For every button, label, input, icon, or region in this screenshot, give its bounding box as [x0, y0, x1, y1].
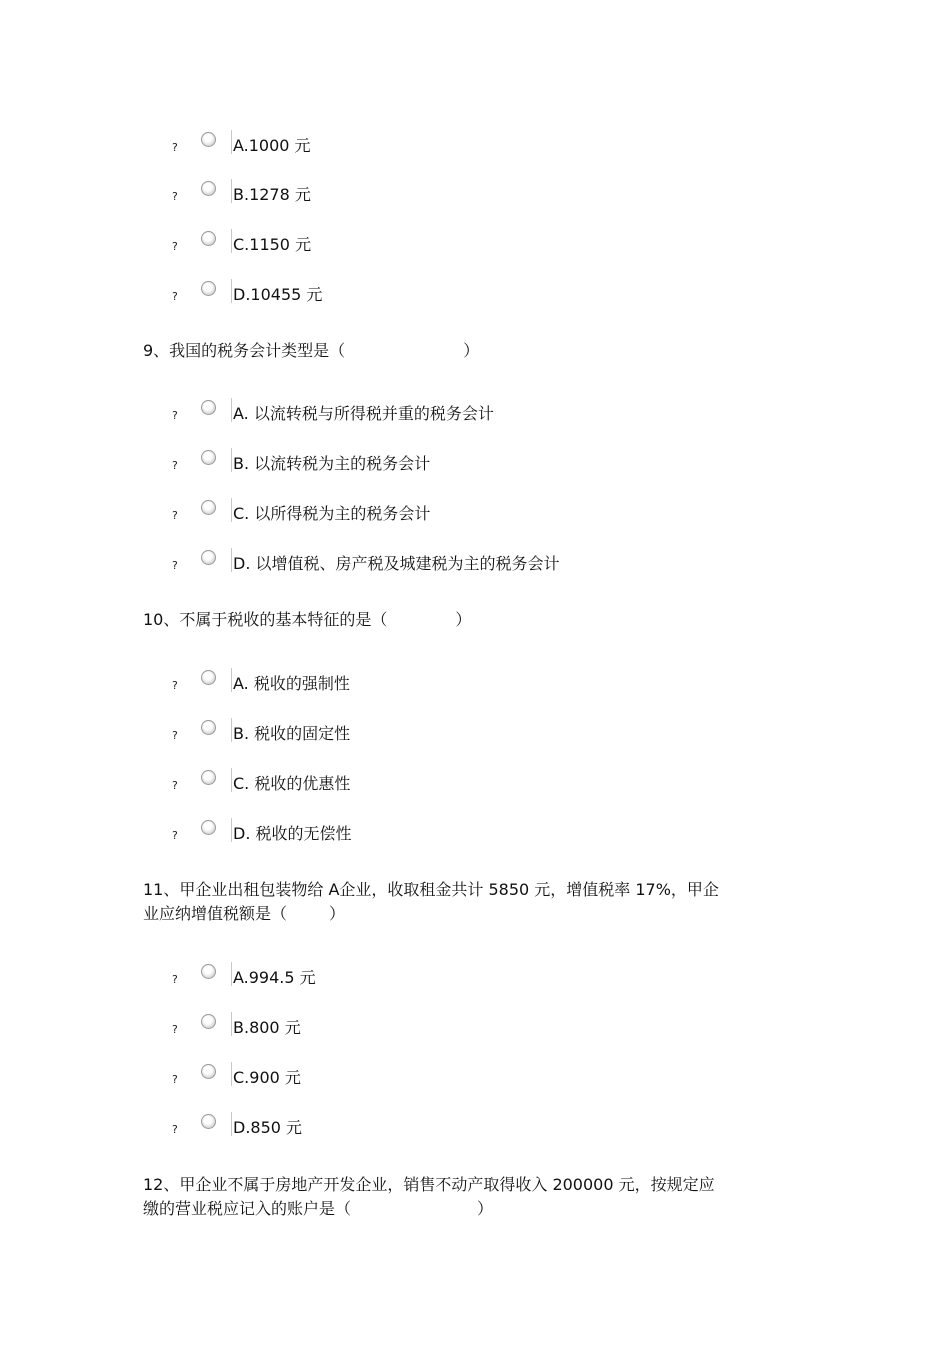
bullet-glyph: ?: [172, 409, 178, 422]
option-label: C. 以所得税为主的税务会计: [233, 504, 431, 523]
bullet-glyph: ?: [172, 1023, 178, 1036]
divider: [231, 229, 232, 253]
radio-button-icon[interactable]: [201, 400, 216, 415]
question-11: [143, 878, 813, 926]
q11-option-c[interactable]: [0, 1064, 950, 1094]
divider: [231, 130, 232, 154]
option-label: C.1150 元: [233, 235, 312, 254]
q11-option-d[interactable]: [0, 1114, 950, 1144]
bullet-glyph: ?: [172, 679, 178, 692]
q9-option-d[interactable]: [0, 550, 950, 580]
radio-button-icon[interactable]: [201, 1064, 216, 1079]
divider: [231, 768, 232, 792]
q9-option-b[interactable]: [0, 450, 950, 480]
option-label: A. 税收的强制性: [233, 674, 350, 693]
bullet-glyph: ?: [172, 779, 178, 792]
radio-button-icon[interactable]: [201, 181, 216, 196]
divider: [231, 279, 232, 303]
divider: [231, 718, 232, 742]
bullet-glyph: ?: [172, 1073, 178, 1086]
divider: [231, 668, 232, 692]
bullet-glyph: ?: [172, 559, 178, 572]
question-9: [143, 339, 813, 363]
divider: [231, 179, 232, 203]
radio-button-icon[interactable]: [201, 500, 216, 515]
q10-option-b[interactable]: [0, 720, 950, 750]
question-stem: 10、不属于税收的基本特征的是（: [143, 610, 388, 629]
radio-button-icon[interactable]: [201, 231, 216, 246]
option-label: A.1000 元: [233, 136, 311, 155]
radio-button-icon[interactable]: [201, 450, 216, 465]
option-label: B.1278 元: [233, 185, 311, 204]
bullet-glyph: ?: [172, 141, 178, 154]
question-10: [143, 608, 813, 632]
radio-button-icon[interactable]: [201, 820, 216, 835]
bullet-glyph: ?: [172, 1123, 178, 1136]
question-close: ）: [477, 1199, 494, 1218]
radio-button-icon[interactable]: [201, 964, 216, 979]
option-label: D.850 元: [233, 1118, 303, 1137]
question-close: ）: [463, 341, 480, 360]
divider: [231, 962, 232, 986]
question-stem-line-2: [143, 902, 813, 926]
q11-option-b[interactable]: [0, 1014, 950, 1044]
q8-option-c[interactable]: [0, 231, 950, 261]
option-label: D. 税收的无偿性: [233, 824, 352, 843]
question-12: [143, 1173, 813, 1221]
question-close: ）: [455, 610, 472, 629]
question-stem-line-1: 11、甲企业出租包装物给 A企业，收取租金共计 5850 元，增值税率 17%，甲企: [143, 880, 719, 899]
option-label: B.800 元: [233, 1018, 301, 1037]
divider: [231, 448, 232, 472]
q10-option-a[interactable]: [0, 670, 950, 700]
radio-button-icon[interactable]: [201, 1014, 216, 1029]
bullet-glyph: ?: [172, 290, 178, 303]
question-close: ）: [329, 904, 346, 923]
option-label: A. 以流转税与所得税并重的税务会计: [233, 404, 494, 423]
option-label: C.900 元: [233, 1068, 301, 1087]
option-label: B. 以流转税为主的税务会计: [233, 454, 431, 473]
radio-button-icon[interactable]: [201, 132, 216, 147]
question-stem: 业应纳增值税额是（: [143, 904, 288, 923]
q10-option-d[interactable]: [0, 820, 950, 850]
bullet-glyph: ?: [172, 829, 178, 842]
option-label: B. 税收的固定性: [233, 724, 351, 743]
option-label: C. 税收的优惠性: [233, 774, 351, 793]
q8-option-a[interactable]: [0, 132, 950, 162]
divider: [231, 498, 232, 522]
q9-option-a[interactable]: [0, 400, 950, 430]
divider: [231, 548, 232, 572]
divider: [231, 1062, 232, 1086]
divider: [231, 1112, 232, 1136]
option-label: D.10455 元: [233, 285, 323, 304]
radio-button-icon[interactable]: [201, 770, 216, 785]
question-stem-line-2: [143, 1197, 813, 1221]
q11-option-a[interactable]: [0, 964, 950, 994]
bullet-glyph: ?: [172, 459, 178, 472]
radio-button-icon[interactable]: [201, 1114, 216, 1129]
question-stem-line-1: 12、甲企业不属于房地产开发企业，销售不动产取得收入 200000 元，按规定应: [143, 1175, 715, 1194]
radio-button-icon[interactable]: [201, 281, 216, 296]
option-label: A.994.5 元: [233, 968, 316, 987]
divider: [231, 1012, 232, 1036]
divider: [231, 818, 232, 842]
radio-button-icon[interactable]: [201, 550, 216, 565]
bullet-glyph: ?: [172, 729, 178, 742]
option-label: D. 以增值税、房产税及城建税为主的税务会计: [233, 554, 560, 573]
question-stem: 缴的营业税应记入的账户是（: [143, 1199, 352, 1218]
q10-option-c[interactable]: [0, 770, 950, 800]
bullet-glyph: ?: [172, 509, 178, 522]
bullet-glyph: ?: [172, 973, 178, 986]
divider: [231, 398, 232, 422]
q8-option-b[interactable]: [0, 181, 950, 211]
q8-option-d[interactable]: [0, 281, 950, 311]
radio-button-icon[interactable]: [201, 720, 216, 735]
bullet-glyph: ?: [172, 190, 178, 203]
q9-option-c[interactable]: [0, 500, 950, 530]
question-stem: 9、我国的税务会计类型是（: [143, 341, 346, 360]
bullet-glyph: ?: [172, 240, 178, 253]
radio-button-icon[interactable]: [201, 670, 216, 685]
